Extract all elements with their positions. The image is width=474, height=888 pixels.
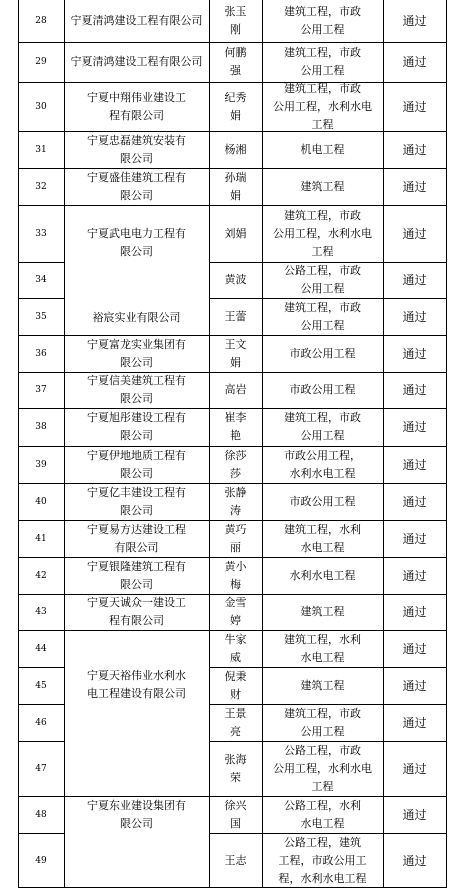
row-number: 38 — [35, 422, 47, 432]
row-number: 34 — [35, 275, 47, 285]
status-badge: 通过 — [402, 641, 427, 656]
status-badge: 通过 — [402, 761, 427, 776]
person-name: 王文 娟 — [224, 337, 247, 369]
company-name: 宁夏伊地地质工程有 限公司 — [87, 448, 186, 480]
company-name: 宁夏信美建筑工程有 限公司 — [87, 374, 186, 405]
row-number: 31 — [35, 144, 47, 155]
row-number: 28 — [35, 16, 47, 26]
status-badge: 通过 — [402, 273, 427, 287]
person-name: 王志 — [224, 853, 247, 867]
row-number: 29 — [35, 57, 47, 67]
row-number: 32 — [35, 181, 47, 192]
person-name: 倪秉 财 — [224, 669, 247, 701]
company-name: 宁夏清鸿建设工程有限公司 — [70, 55, 203, 68]
row-number: 35 — [35, 311, 47, 322]
person-name: 王景 亮 — [224, 706, 247, 738]
row-number: 43 — [35, 607, 47, 617]
person-name: 杨湘 — [224, 142, 247, 156]
status-badge: 通过 — [402, 309, 427, 324]
status-badge: 通过 — [402, 457, 427, 472]
qualification-field: 建筑工程，市政 公用工程，水利水电 工程 — [273, 81, 372, 131]
qualification-field: 公路工程，市政 公用工程，水利水电 工程 — [273, 743, 372, 793]
qualification-field: 建筑工程，市政 公用工程 — [284, 300, 361, 332]
qualification-field: 市政公用工程， 水利水电工程 — [284, 448, 361, 480]
row-number: 41 — [35, 533, 47, 544]
person-name: 王蕾 — [224, 309, 247, 323]
status-badge: 通过 — [402, 678, 427, 693]
company-name-merged: 宁夏天裕伟业水利水 电工程建设有限公司 — [87, 669, 186, 700]
qualification-field: 公路工程，水利 水电工程 — [284, 798, 361, 830]
row-number: 45 — [35, 680, 47, 691]
company-name: 宁夏中翔伟业建设工 程有限公司 — [87, 90, 186, 122]
row-number: 30 — [35, 101, 47, 112]
person-name: 牛家 威 — [224, 632, 247, 664]
company-name: 宁夏盛佳建筑工程有 限公司 — [87, 170, 186, 202]
qualification-field: 市政公用工程 — [289, 383, 356, 396]
row-number: 49 — [35, 855, 47, 866]
qualification-field: 建筑工程，水利 水电工程 — [284, 522, 361, 554]
status-badge: 通过 — [402, 605, 427, 619]
qualification-field: 市政公用工程 — [289, 346, 356, 360]
status-badge: 通过 — [402, 494, 427, 509]
person-name: 崔李 艳 — [224, 411, 247, 442]
company-name: 宁夏忠磊建筑安装有 限公司 — [87, 133, 186, 165]
person-name: 黄巧 丽 — [224, 522, 247, 554]
status-badge: 通过 — [402, 568, 427, 583]
qualification-field: 公路工程，建筑 工程，市政公用工 程，水利水电工程 — [278, 835, 367, 885]
person-name: 何鹏 强 — [224, 46, 247, 77]
person-name: 金雪 婷 — [224, 596, 247, 627]
company-name-merged: 裕宸实业有限公司 — [92, 310, 181, 324]
company-name: 宁夏银隆建筑工程有 限公司 — [87, 559, 186, 591]
person-name: 孙瑞 娟 — [224, 170, 247, 202]
person-name: 黄波 — [224, 273, 247, 286]
row-number: 44 — [35, 643, 47, 654]
qualification-field: 建筑工程 — [300, 605, 345, 618]
company-name-merged: 宁夏武电电力工程有 限公司 — [87, 226, 186, 258]
person-name: 张海 荣 — [224, 752, 247, 784]
status-badge: 通过 — [402, 853, 427, 868]
status-badge: 通过 — [402, 99, 427, 114]
company-name: 宁夏富龙实业集团有 限公司 — [87, 337, 186, 369]
company-name-merged: 宁夏东业建设集团有 限公司 — [87, 798, 186, 830]
row-number: 39 — [35, 459, 47, 470]
status-badge: 通过 — [402, 14, 427, 28]
qualification-field: 建筑工程，市政 公用工程 — [284, 706, 361, 738]
row-number: 37 — [35, 385, 47, 395]
row-number: 42 — [35, 570, 47, 581]
column-border-5 — [446, 0, 447, 888]
status-badge: 通过 — [402, 226, 427, 241]
person-name: 黄小 梅 — [224, 559, 247, 591]
row-number: 48 — [35, 809, 47, 820]
company-name: 宁夏亿丰建设工程有 限公司 — [87, 485, 186, 517]
person-name: 徐莎 莎 — [224, 448, 247, 480]
status-badge: 通过 — [402, 346, 427, 361]
status-badge: 通过 — [402, 715, 427, 730]
company-name: 宁夏旭彤建设工程有 限公司 — [87, 411, 186, 442]
qualification-field: 建筑工程，市政 公用工程 — [284, 5, 361, 36]
qualification-field: 市政公用工程 — [289, 494, 356, 508]
status-badge: 通过 — [402, 420, 427, 434]
qualification-field: 机电工程 — [300, 142, 345, 156]
qualification-field: 公路工程，市政 公用工程 — [284, 264, 361, 295]
qualification-field: 建筑工程，市政 公用工程 — [284, 411, 361, 442]
person-name: 高岩 — [224, 383, 247, 396]
status-badge: 通过 — [402, 55, 427, 69]
company-name: 宁夏易方达建设工程 有限公司 — [87, 522, 186, 554]
status-badge: 通过 — [402, 179, 427, 194]
row-number: 40 — [35, 496, 47, 507]
person-name: 张静 涛 — [224, 485, 247, 517]
company-name: 宁夏清鸿建设工程有限公司 — [70, 14, 203, 27]
qualification-field: 建筑工程 — [300, 179, 345, 193]
row-number: 36 — [35, 348, 47, 359]
person-name: 纪秀 娟 — [224, 90, 247, 122]
qualification-field: 建筑工程，水利 水电工程 — [284, 632, 361, 664]
row-number: 47 — [35, 763, 47, 774]
status-badge: 通过 — [402, 383, 427, 397]
company-name: 宁夏天诚众一建设工 程有限公司 — [87, 596, 186, 627]
status-badge: 通过 — [402, 142, 427, 157]
qualification-field: 建筑工程，市政 公用工程 — [284, 46, 361, 77]
qualification-field: 建筑工程，市政 公用工程，水利水电 工程 — [273, 208, 372, 258]
person-name: 徐兴 国 — [224, 798, 247, 830]
person-name: 张玉 刚 — [224, 5, 247, 36]
status-badge: 通过 — [402, 531, 427, 546]
status-badge: 通过 — [402, 807, 427, 822]
qualification-field: 建筑工程 — [300, 678, 345, 692]
qualification-field: 水利水电工程 — [289, 568, 356, 582]
row-number: 33 — [35, 228, 47, 239]
row-number: 46 — [35, 717, 47, 728]
person-name: 刘娟 — [224, 226, 247, 240]
